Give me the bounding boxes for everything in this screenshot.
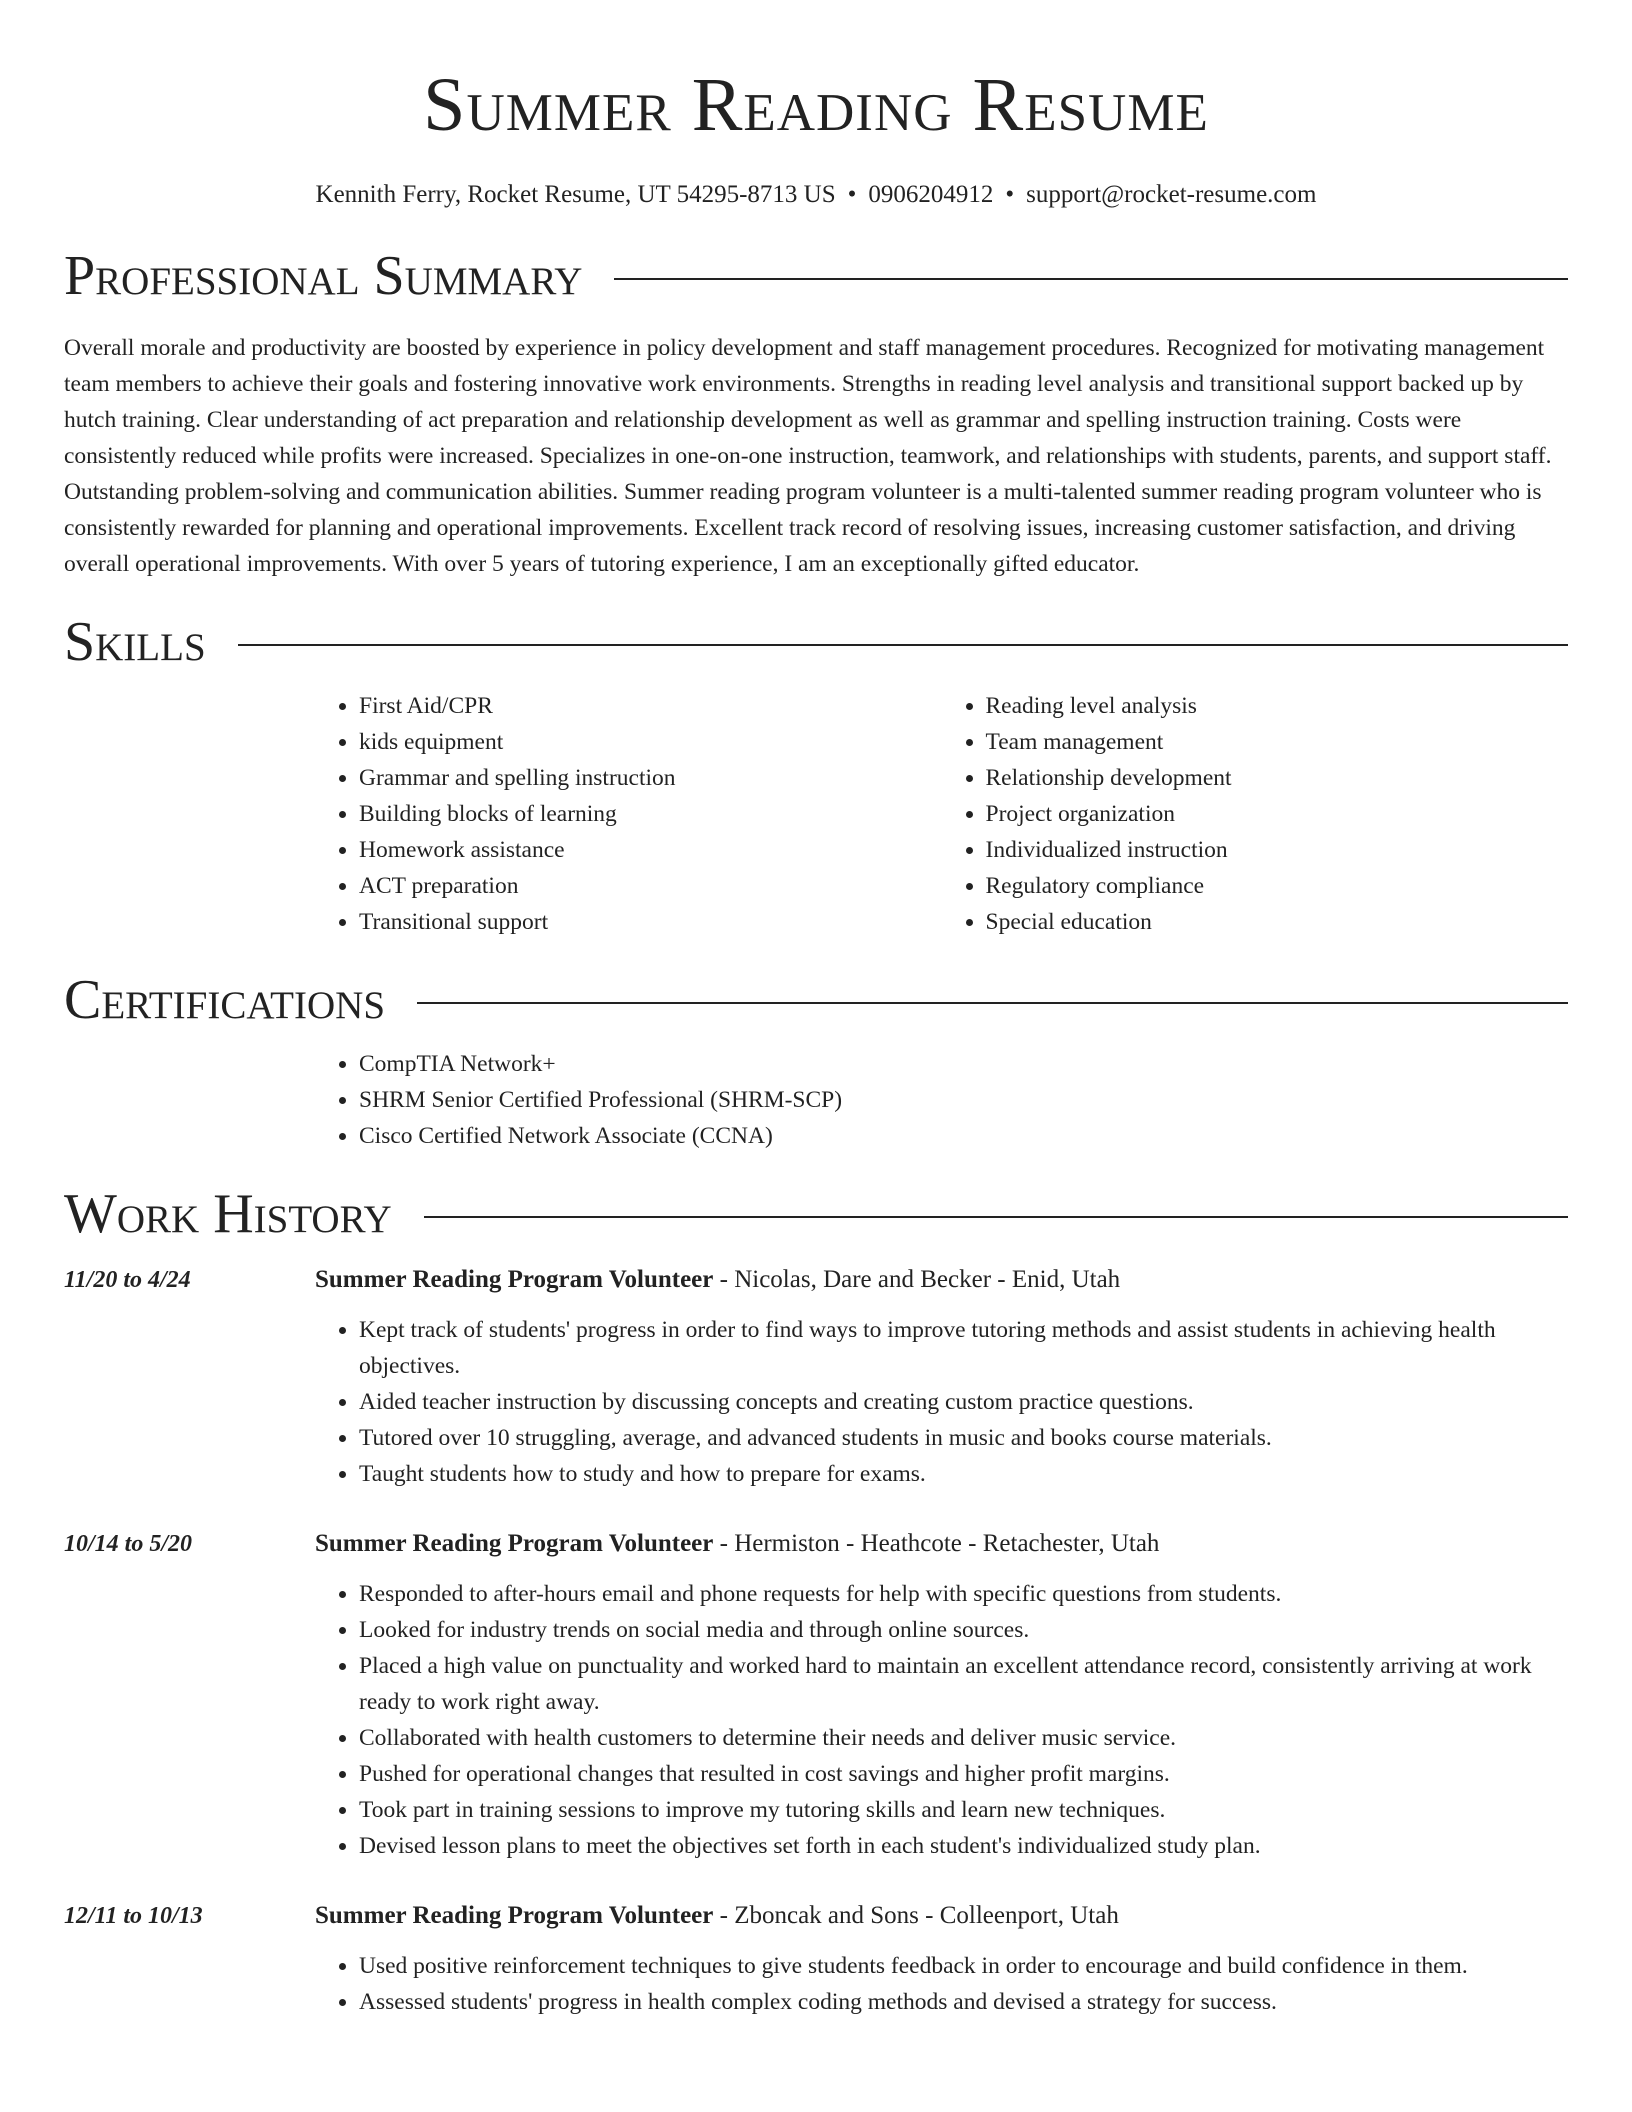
job-entry bbox=[64, 1526, 1568, 1864]
job-details bbox=[315, 1898, 1568, 2020]
job-bullet: • Looked for industry trends on social media and through online sources. bbox=[359, 1612, 1568, 1648]
skill-item: • Relationship development bbox=[986, 760, 1569, 796]
job-company: - Zboncak and Sons - Colleenport, Utah bbox=[713, 1902, 1119, 1929]
section-divider bbox=[424, 1216, 1568, 1218]
contact-separator: • bbox=[847, 181, 857, 208]
job-dates: 11/20 to 4/24 bbox=[64, 1267, 191, 1293]
work-heading: Work History bbox=[64, 1183, 392, 1245]
job-title: Summer Reading Program Volunteer bbox=[315, 1530, 714, 1557]
certification-item: • SHRM Senior Certified Professional (SHRM-SCP) bbox=[359, 1082, 1568, 1118]
skill-item: • Grammar and spelling instruction bbox=[359, 760, 942, 796]
contact-phone: 0906204912 bbox=[868, 181, 994, 208]
job-dates: 10/14 to 5/20 bbox=[64, 1531, 193, 1557]
job-entry bbox=[64, 1898, 1568, 2020]
skill-item: • ACT preparation bbox=[359, 868, 942, 904]
skills-section-header bbox=[64, 610, 1568, 674]
skills-column-right bbox=[942, 688, 1569, 940]
skill-item: • Building blocks of learning bbox=[359, 796, 942, 832]
job-company: - Hermiston - Heathcote - Retachester, Utah bbox=[713, 1530, 1160, 1557]
job-bullets bbox=[315, 1312, 1568, 1492]
skill-item: • First Aid/CPR bbox=[359, 688, 942, 724]
job-bullet: • Aided teacher instruction by discussing concepts and creating custom practice questions. bbox=[359, 1384, 1568, 1420]
job-details bbox=[315, 1526, 1568, 1864]
job-bullet: • Kept track of students' progress in order to find ways to improve tutoring methods and assist students in achieving health objectives. bbox=[359, 1312, 1568, 1384]
job-details bbox=[315, 1262, 1568, 1492]
contact-line bbox=[64, 180, 1568, 210]
section-divider bbox=[238, 644, 1568, 646]
certifications-list bbox=[315, 1046, 1568, 1154]
job-bullet: • Tutored over 10 struggling, average, and advanced students in music and books course materials. bbox=[359, 1420, 1568, 1456]
skill-item: • Regulatory compliance bbox=[986, 868, 1569, 904]
job-bullet: • Placed a high value on punctuality and worked hard to maintain an excellent attendance record, consistently arriving at work ready to work right away. bbox=[359, 1648, 1568, 1720]
skill-item: • Individualized instruction bbox=[986, 832, 1569, 868]
skills-list bbox=[315, 688, 1568, 940]
skill-item: • Reading level analysis bbox=[986, 688, 1569, 724]
skill-item: • Homework assistance bbox=[359, 832, 942, 868]
skill-item: • Team management bbox=[986, 724, 1569, 760]
resume-page bbox=[64, 0, 1568, 2020]
job-bullet: • Used positive reinforcement techniques to give students feedback in order to encourage and build confidence in them. bbox=[359, 1948, 1568, 1984]
job-entry bbox=[64, 1262, 1568, 1492]
work-section-header bbox=[64, 1182, 1568, 1246]
skill-item: • kids equipment bbox=[359, 724, 942, 760]
job-title-line bbox=[315, 1262, 1568, 1298]
contact-separator: • bbox=[1005, 181, 1015, 208]
job-bullets bbox=[315, 1576, 1568, 1864]
job-bullet: • Pushed for operational changes that resulted in cost savings and higher profit margins. bbox=[359, 1756, 1568, 1792]
job-title: Summer Reading Program Volunteer bbox=[315, 1266, 714, 1293]
section-divider bbox=[614, 278, 1568, 280]
summary-text: Overall morale and productivity are boosted by experience in policy development and staff management procedures. Recognized for motivating management team members to achieve their goals and fostering innovative work environments. Strengths in reading level analysis and transitional support backed up by hutch training. Clear understanding of act preparation and relationship development as well as grammar and spelling instruction training. Costs were consistently reduced while profits were increased. Specializes in one-on-one instruction, teamwork, and relationships with students, parents, and support staff. Outstanding problem-solving and communication abilities. Summer reading program volunteer is a multi-talented summer reading program volunteer who is consistently rewarded for planning and operational improvements. Excellent track record of resolving issues, increasing customer satisfaction, and driving overall operational improvements. With over 5 years of tutoring experience, I am an exceptionally gifted educator. bbox=[64, 335, 1552, 577]
resume-title: Summer Reading Resume bbox=[423, 63, 1209, 147]
job-bullets bbox=[315, 1948, 1568, 2020]
job-bullet: • Taught students how to study and how to prepare for exams. bbox=[359, 1456, 1568, 1492]
summary-section-header bbox=[64, 244, 1568, 308]
contact-address: Kennith Ferry, Rocket Resume, UT 54295-8713 US bbox=[315, 181, 836, 208]
job-title-line bbox=[315, 1898, 1568, 1934]
contact-email: support@rocket-resume.com bbox=[1026, 181, 1317, 208]
skills-heading: Skills bbox=[64, 611, 206, 673]
job-bullet: • Devised lesson plans to meet the objectives set forth in each student's individualized study plan. bbox=[359, 1828, 1568, 1864]
job-title: Summer Reading Program Volunteer bbox=[315, 1902, 714, 1929]
skill-item: • Project organization bbox=[986, 796, 1569, 832]
skill-item: • Special education bbox=[986, 904, 1569, 940]
job-company: - Nicolas, Dare and Becker - Enid, Utah bbox=[713, 1266, 1121, 1293]
certifications-section-header bbox=[64, 968, 1568, 1032]
skill-item: • Transitional support bbox=[359, 904, 942, 940]
job-bullet: • Took part in training sessions to improve my tutoring skills and learn new techniques. bbox=[359, 1792, 1568, 1828]
job-bullet: • Responded to after-hours email and phone requests for help with specific questions from students. bbox=[359, 1576, 1568, 1612]
section-divider bbox=[417, 1002, 1568, 1004]
job-bullet: • Collaborated with health customers to determine their needs and deliver music service. bbox=[359, 1720, 1568, 1756]
certification-item: • CompTIA Network+ bbox=[359, 1046, 1568, 1082]
skills-column-left bbox=[315, 688, 942, 940]
summary-heading: Professional Summary bbox=[64, 245, 583, 307]
certifications-heading: Certifications bbox=[64, 969, 386, 1031]
job-title-line bbox=[315, 1526, 1568, 1562]
certification-item: • Cisco Certified Network Associate (CCNA) bbox=[359, 1118, 1568, 1154]
job-dates: 12/11 to 10/13 bbox=[64, 1903, 203, 1929]
job-bullet: • Assessed students' progress in health complex coding methods and devised a strategy for success. bbox=[359, 1984, 1568, 2020]
